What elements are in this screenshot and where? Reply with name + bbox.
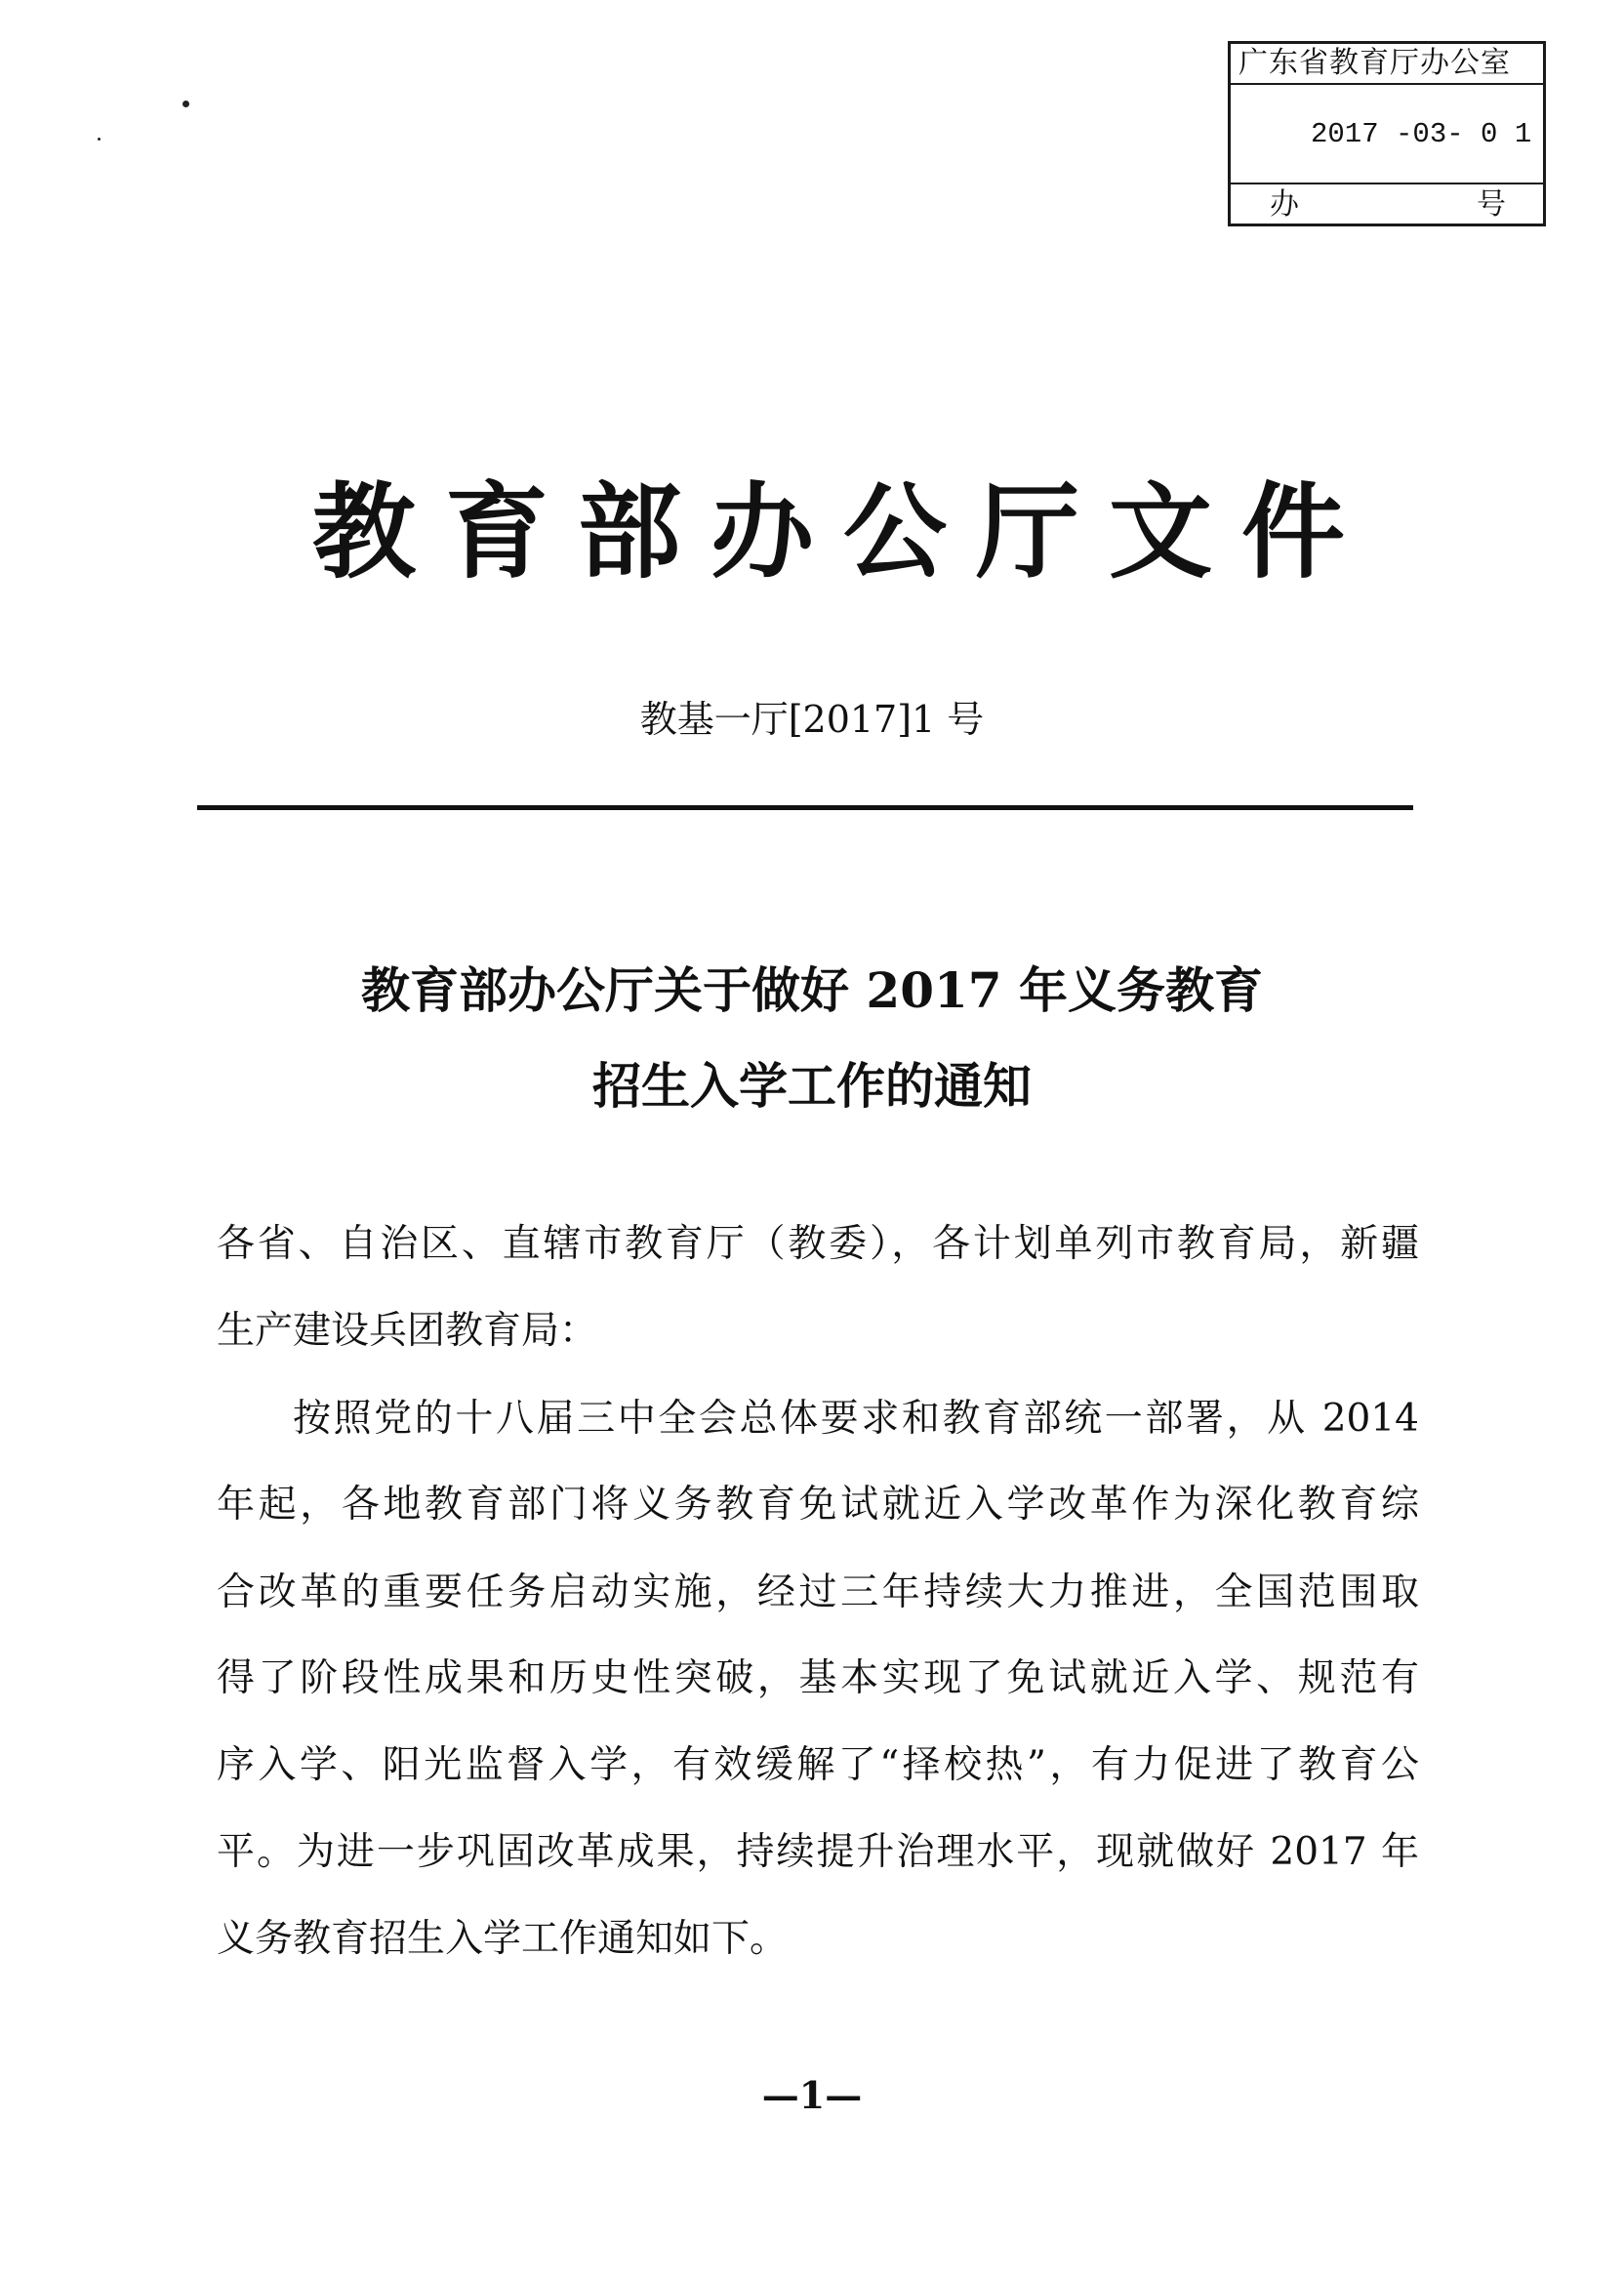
notice-title-line-1: 教育部办公厅关于做好 2017 年义务教育 [361, 961, 1263, 1019]
body-line: 平。为进一步巩固改革成果，持续提升治理水平，现就做好 2017 年 [217, 1830, 1419, 1874]
body-line: 义务教育招生入学工作通知如下。 [217, 1917, 789, 1961]
receipt-stamp [1228, 41, 1546, 226]
scan-speck [98, 138, 101, 141]
page-number: —1— [761, 2073, 863, 2117]
stamp-hao-label: 号 [1477, 187, 1506, 222]
document-number: 教基一厅[2017]1 号 [639, 698, 985, 741]
notice-title-line-2: 招生入学工作的通知 [592, 1057, 1032, 1115]
header-divider [197, 805, 1413, 810]
stamp-date: 2017 -03- 0 1 [1231, 85, 1543, 184]
body-line: 得了阶段性成果和历史性突破，基本实现了免试就近入学、规范有 [217, 1656, 1419, 1700]
stamp-number-row [1231, 184, 1543, 226]
body-line: 按照党的十八届三中全会总体要求和教育部统一部署，从 2014 [293, 1397, 1419, 1441]
body-line: 序入学、阳光监督入学，有效缓解了“择校热”，有力促进了教育公 [217, 1743, 1419, 1787]
stamp-ban-label: 办 [1270, 187, 1299, 222]
body-line: 合改革的重要任务启动实施，经过三年持续大力推进，全国范围取 [217, 1570, 1419, 1614]
stamp-office: 广东省教育厅办公室 [1231, 44, 1543, 85]
body-line: 各省、自治区、直辖市教育厅（教委），各计划单列市教育局，新疆 [217, 1222, 1419, 1266]
body-line: 生产建设兵团教育局： [217, 1309, 598, 1353]
scan-speck [183, 101, 189, 107]
document-header-title: 教育部办公厅文件 [312, 470, 1374, 592]
body-line: 年起，各地教育部门将义务教育免试就近入学改革作为深化教育综 [217, 1483, 1419, 1527]
